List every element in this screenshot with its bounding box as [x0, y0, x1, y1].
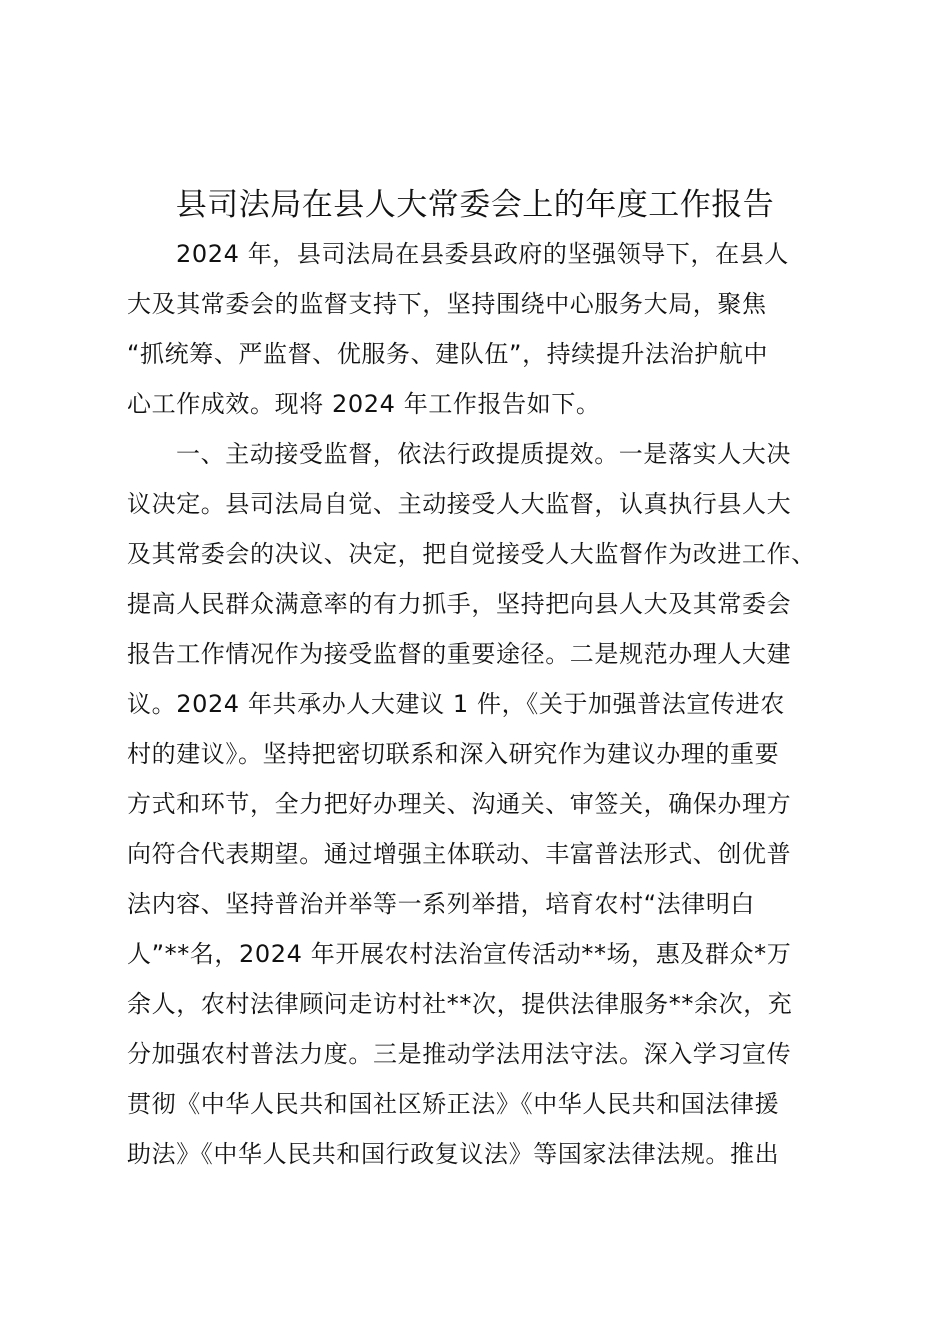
paragraph-line: 法内容、坚持普治并举等一系列举措，培育农村“法律明白: [127, 890, 756, 918]
paragraph-line: 贯彻《中华人民共和国社区矫正法》《中华人民共和国法律援: [127, 1090, 780, 1118]
paragraph-line: 议。2024 年共承办人大建议 1 件，《关于加强普法宣传进农: [127, 690, 785, 718]
paragraph-line: 向符合代表期望。通过增强主体联动、丰富普法形式、创优普: [127, 840, 792, 868]
document-title: 县司法局在县人大常委会上的年度工作报告: [175, 187, 775, 223]
paragraph-line: 方式和环节，全力把好办理关、沟通关、审签关，确保办理方: [127, 790, 792, 818]
paragraph-line: 村的建议》。坚持把密切联系和深入研究作为建议办理的重要: [127, 740, 780, 768]
paragraph-line: 2024 年，县司法局在县委县政府的坚强领导下，在县人: [176, 240, 789, 268]
paragraph-line: 助法》《中华人民共和国行政复议法》等国家法律法规。推出: [127, 1140, 780, 1168]
paragraph-line: 大及其常委会的监督支持下，坚持围绕中心服务大局，聚焦: [127, 290, 767, 318]
paragraph-line: 分加强农村普法力度。三是推动学法用法守法。深入学习宣传: [127, 1040, 792, 1068]
paragraph-line: 余人，农村法律顾问走访村社**次，提供法律服务**余次，充: [127, 990, 793, 1018]
paragraph-line: 报告工作情况作为接受监督的重要途径。二是规范办理人大建: [127, 640, 792, 668]
paragraph-line: 提高人民群众满意率的有力抓手，坚持把向县人大及其常委会: [127, 590, 792, 618]
paragraph-line: 一、主动接受监督，依法行政提质提效。一是落实人大决: [176, 440, 791, 468]
paragraph-line: “抓统筹、严监督、优服务、建队伍”，持续提升法治护航中: [127, 340, 769, 368]
paragraph-line: 心工作成效。现将 2024 年工作报告如下。: [127, 390, 601, 418]
paragraph-line: 及其常委会的决议、决定，把自觉接受人大监督作为改进工作、: [127, 540, 816, 568]
paragraph-line: 议决定。县司法局自觉、主动接受人大监督，认真执行县人大: [127, 490, 792, 518]
paragraph-line: 人”**名，2024 年开展农村法治宣传活动**场，惠及群众*万: [127, 940, 792, 968]
